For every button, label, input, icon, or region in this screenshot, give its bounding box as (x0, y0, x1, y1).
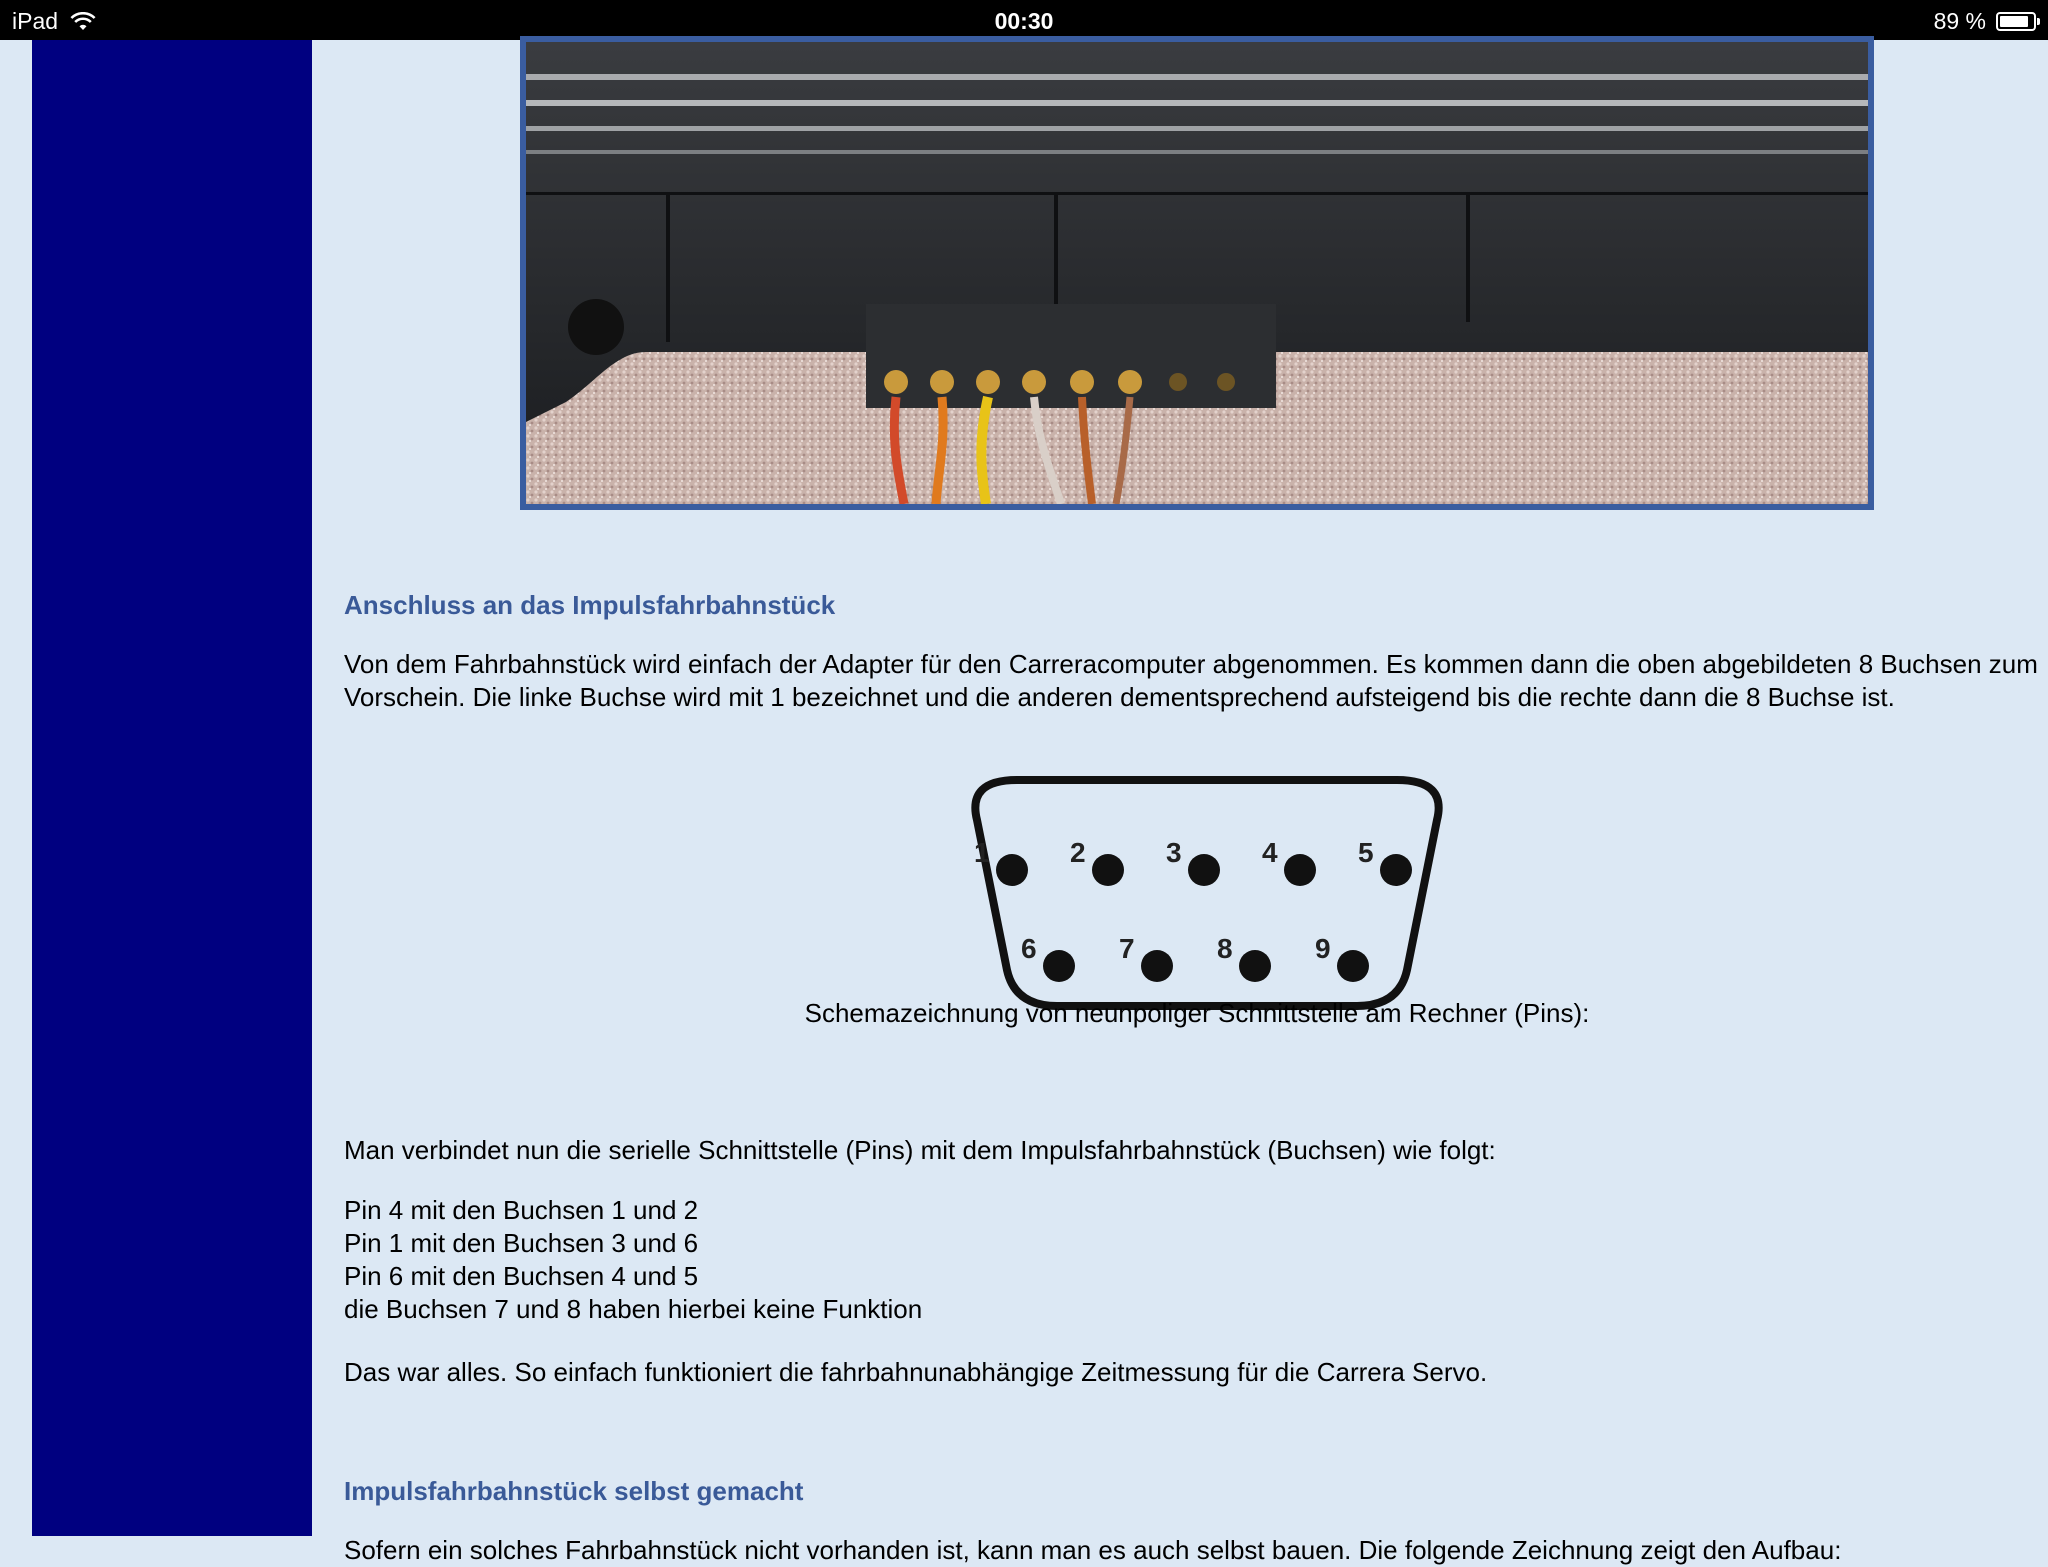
navigation-sidebar (32, 40, 312, 1536)
pin-dot-2 (1092, 854, 1124, 886)
pinout-caption: Schemazeichnung von neunpoliger Schnittstelle am Rechner (Pins): (804, 998, 1590, 1028)
connection-item: Pin 1 mit den Buchsen 3 und 6 (344, 1228, 699, 1258)
pin-label-5: 5 (1358, 837, 1374, 868)
connection-item: Pin 4 mit den Buchsen 1 und 2 (344, 1195, 699, 1225)
page-left-margin (0, 40, 32, 1536)
section-heading-diy: Impulsfahrbahnstück selbst gemacht (344, 1476, 804, 1506)
pin-label-3: 3 (1166, 837, 1182, 868)
pins-bottom-row (1021, 933, 1369, 982)
db9-pinout-diagram (937, 770, 1477, 1020)
section-paragraph-diy: Sofern ein solches Fahrbahnstück nicht vorhanden ist, kann man es auch selbst bauen. Die folgende Zeichnung zeigt den Aufbau: (344, 1535, 1842, 1565)
pin-dot-7 (1141, 950, 1173, 982)
pin-label-2: 2 (1070, 837, 1086, 868)
battery-percent: 89 % (1933, 8, 1986, 34)
conclusion-text: Das war alles. So einfach funktioniert die fahrbahnunabhängige Zeitmessung für die Carrera Servo. (344, 1357, 1488, 1387)
track-sockets-photo (520, 36, 1874, 510)
photo-illustration (526, 42, 1868, 504)
main-content[interactable] (312, 40, 2048, 1565)
section-heading-connection: Anschluss an das Impulsfahrbahnstück (344, 590, 836, 620)
status-right (1934, 8, 2036, 35)
pin-label-9: 9 (1315, 933, 1331, 964)
device-name: iPad (12, 8, 59, 34)
connection-item: die Buchsen 7 und 8 haben hierbei keine Funktion (344, 1294, 923, 1324)
pin-label-4: 4 (1262, 837, 1278, 868)
battery-fill (2000, 16, 2028, 27)
status-bar (0, 0, 2048, 40)
section-paragraph-connection: Von dem Fahrbahnstück wird einfach der Adapter für den Carreracomputer abgenommen. Es kommen dann die oben abgebildeten 8 Buchsen zum Vorschein. Die linke Buchse wird mit 1 bezeichnet und die anderen dementsprechend aufsteigend bis die rechte dann die 8 Buchse ist. (344, 649, 2038, 712)
clock: 00:30 (994, 8, 1054, 34)
pin-dot-5 (1380, 854, 1412, 886)
pin-label-1: 1 (974, 837, 990, 868)
pin-label-6: 6 (1021, 933, 1037, 964)
pins-top-row (974, 837, 1412, 886)
pin-label-7: 7 (1119, 933, 1135, 964)
pin-dot-8 (1239, 950, 1271, 982)
pin-dot-4 (1284, 854, 1316, 886)
pin-dot-1 (996, 854, 1028, 886)
pin-label-8: 8 (1217, 933, 1233, 964)
battery-icon (1996, 12, 2036, 31)
pin-dot-6 (1043, 950, 1075, 982)
pin-dot-9 (1337, 950, 1369, 982)
connection-list (344, 1194, 2044, 1326)
connection-item: Pin 6 mit den Buchsen 4 und 5 (344, 1261, 699, 1291)
connection-intro: Man verbindet nun die serielle Schnittstelle (Pins) mit dem Impulsfahrbahnstück (Buchsen) wie folgt: (344, 1135, 1496, 1165)
pin-dot-3 (1188, 854, 1220, 886)
